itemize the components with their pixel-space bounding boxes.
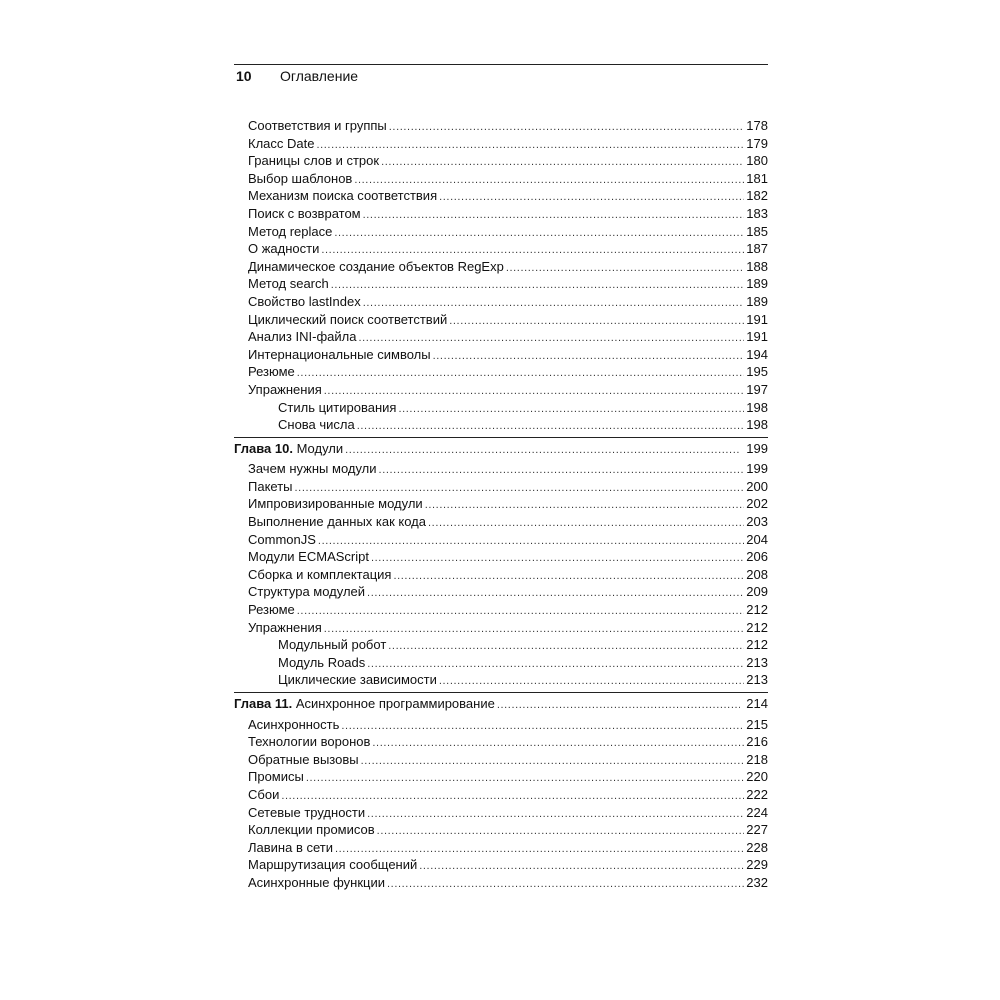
toc-entry-row bbox=[234, 460, 768, 478]
toc-entry-row bbox=[234, 636, 768, 654]
dot-leader bbox=[324, 621, 745, 639]
toc-entry-label: Циклические зависимости bbox=[278, 672, 437, 688]
toc-entry-row bbox=[234, 531, 768, 549]
toc-entry-label: Динамическое создание объектов RegExp bbox=[248, 258, 504, 274]
toc-entry-label: О жадности bbox=[248, 241, 320, 257]
toc-entry-row bbox=[234, 513, 768, 531]
page-reference: 191 bbox=[746, 329, 768, 345]
page-reference: 214 bbox=[746, 696, 768, 711]
toc-entry-row bbox=[234, 839, 768, 857]
toc-entry-row bbox=[234, 258, 768, 276]
toc-entry-label: Пакеты bbox=[248, 478, 293, 494]
page-reference: 229 bbox=[746, 857, 768, 873]
toc-entry-label: Сборка и комплектация bbox=[248, 566, 392, 582]
toc-entry-row bbox=[234, 768, 768, 786]
toc-entry-label: Метод search bbox=[248, 276, 329, 292]
page-reference: 195 bbox=[746, 364, 768, 380]
toc-entry-row bbox=[234, 293, 768, 311]
chapter-heading bbox=[234, 438, 343, 461]
dot-leader bbox=[433, 348, 745, 366]
toc-entry-row bbox=[234, 170, 768, 188]
page-reference: 232 bbox=[746, 874, 768, 890]
dot-leader bbox=[367, 585, 744, 603]
toc-entry-row bbox=[234, 205, 768, 223]
page-reference: 206 bbox=[746, 549, 768, 565]
toc-entry-label: Маршрутизация сообщений bbox=[248, 857, 418, 873]
toc-entry-row bbox=[234, 716, 768, 734]
toc-entry-row bbox=[234, 240, 768, 258]
toc-entry-row bbox=[234, 495, 768, 513]
toc-entry-row bbox=[234, 821, 768, 839]
dot-leader bbox=[388, 638, 744, 656]
page-reference: 181 bbox=[746, 170, 768, 186]
toc-entry-row bbox=[234, 548, 768, 566]
dot-leader bbox=[297, 365, 745, 383]
page-reference: 180 bbox=[746, 153, 768, 169]
toc-entry-label: Асинхронность bbox=[248, 716, 340, 732]
dot-leader bbox=[377, 823, 745, 841]
toc-entry-row bbox=[234, 654, 768, 672]
page-reference: 218 bbox=[746, 751, 768, 767]
toc-entry-row bbox=[234, 671, 768, 689]
dot-leader bbox=[367, 806, 744, 824]
chapter-number: Глава 10. bbox=[234, 440, 293, 456]
dot-leader bbox=[389, 119, 745, 137]
dot-leader bbox=[381, 154, 744, 172]
page-reference: 189 bbox=[746, 293, 768, 309]
page-reference: 228 bbox=[746, 839, 768, 855]
page-reference: 213 bbox=[746, 654, 768, 670]
dot-leader bbox=[331, 277, 745, 295]
dot-leader bbox=[393, 568, 744, 586]
table-of-contents bbox=[234, 117, 768, 892]
toc-entry-label: Сетевые трудности bbox=[248, 804, 366, 820]
toc-entry-row bbox=[234, 381, 768, 399]
toc-entry-label: Выбор шаблонов bbox=[248, 170, 353, 186]
page-reference: 216 bbox=[746, 734, 768, 750]
toc-entry-label: Анализ INI-файла bbox=[248, 329, 357, 345]
toc-entry-row bbox=[234, 478, 768, 496]
page-reference: 191 bbox=[746, 311, 768, 327]
dot-leader bbox=[363, 207, 745, 225]
toc-entry-label: Интернациональные символы bbox=[248, 346, 431, 362]
dot-leader bbox=[334, 225, 744, 243]
toc-entry-label: Модуль Roads bbox=[278, 654, 366, 670]
toc-entry-label: Сбои bbox=[248, 786, 280, 802]
toc-entry-label: Обратные вызовы bbox=[248, 751, 359, 767]
toc-entry-label: Резюме bbox=[248, 364, 295, 380]
toc-entry-label: Циклический поиск соответствий bbox=[248, 311, 448, 327]
toc-entry-row bbox=[234, 311, 768, 329]
toc-entry-row bbox=[234, 399, 768, 417]
page-reference: 203 bbox=[746, 514, 768, 530]
page-reference: 215 bbox=[746, 716, 768, 732]
page-reference: 182 bbox=[746, 188, 768, 204]
toc-entry-label: Коллекции промисов bbox=[248, 822, 375, 838]
dot-leader bbox=[506, 260, 744, 278]
dot-leader bbox=[379, 462, 745, 480]
chapter-number: Глава 11. bbox=[234, 696, 293, 711]
toc-chapter-row bbox=[234, 692, 768, 716]
dot-leader bbox=[318, 533, 744, 551]
dot-leader bbox=[371, 550, 744, 568]
page-reference: 178 bbox=[746, 118, 768, 133]
toc-entry-label: Структура модулей bbox=[248, 584, 366, 600]
page-reference: 204 bbox=[746, 531, 768, 547]
page-reference: 183 bbox=[746, 205, 768, 221]
toc-entry-row bbox=[234, 804, 768, 822]
toc-entry-label: Метод replace bbox=[248, 223, 333, 239]
toc-entry-label: CommonJS bbox=[248, 531, 316, 547]
toc-entry-label: Свойство lastIndex bbox=[248, 293, 361, 309]
toc-entry-label: Упражнения bbox=[248, 619, 322, 635]
toc-entry-row bbox=[234, 601, 768, 619]
dot-leader bbox=[439, 189, 744, 207]
toc-entry-label: Упражнения bbox=[248, 381, 322, 397]
page-reference: 198 bbox=[746, 399, 768, 415]
page-reference: 202 bbox=[746, 496, 768, 512]
page-reference: 212 bbox=[746, 637, 768, 653]
toc-entry-row bbox=[234, 328, 768, 346]
toc-chapter-row bbox=[234, 437, 768, 461]
toc-entry-label: Стиль цитирования bbox=[278, 399, 397, 415]
toc-entry-label: Соответствия и группы bbox=[248, 118, 387, 133]
toc-entry-label: Класс Date bbox=[248, 135, 315, 151]
page-reference: 194 bbox=[746, 346, 768, 362]
dot-leader bbox=[316, 137, 744, 155]
page-reference: 212 bbox=[746, 619, 768, 635]
dot-leader bbox=[449, 313, 744, 331]
toc-entry-row bbox=[234, 346, 768, 364]
page-reference: 212 bbox=[746, 602, 768, 618]
page-reference: 179 bbox=[746, 135, 768, 151]
page-header bbox=[234, 64, 768, 89]
toc-entry-label: Зачем нужны модули bbox=[248, 461, 377, 477]
page-reference: 187 bbox=[746, 241, 768, 257]
page-title: Оглавление bbox=[280, 68, 359, 84]
toc-entry-label: Модульный робот bbox=[278, 637, 387, 653]
toc-entry-row bbox=[234, 117, 768, 135]
toc-entry-label: Выполнение данных как кода bbox=[248, 514, 427, 530]
toc-entry-label: Поиск с возвратом bbox=[248, 205, 361, 221]
dot-leader bbox=[361, 753, 745, 771]
page-reference: 200 bbox=[746, 478, 768, 494]
page-reference: 189 bbox=[746, 276, 768, 292]
page-reference: 222 bbox=[746, 786, 768, 802]
dot-leader bbox=[341, 718, 744, 736]
page-reference: 199 bbox=[746, 440, 768, 456]
dot-leader bbox=[372, 735, 744, 753]
toc-entry-row bbox=[234, 786, 768, 804]
toc-entry-row bbox=[234, 275, 768, 293]
toc-entry-row bbox=[234, 363, 768, 381]
toc-entry-label: Импровизированные модули bbox=[248, 496, 423, 512]
page-reference: 185 bbox=[746, 223, 768, 239]
toc-entry-row bbox=[234, 751, 768, 769]
dot-leader bbox=[297, 603, 745, 621]
dot-leader bbox=[439, 673, 744, 691]
dot-leader bbox=[306, 770, 744, 788]
page-number: 10 bbox=[236, 68, 252, 84]
dot-leader bbox=[425, 497, 745, 515]
toc-entry-row bbox=[234, 135, 768, 153]
page-reference: 220 bbox=[746, 769, 768, 785]
page-reference: 227 bbox=[746, 822, 768, 838]
dot-leader bbox=[497, 694, 740, 717]
chapter-heading bbox=[234, 693, 495, 716]
chapter-title: Асинхронное программирование bbox=[295, 696, 495, 711]
toc-entry-row bbox=[234, 187, 768, 205]
toc-entry-row bbox=[234, 874, 768, 892]
toc-entry-row bbox=[234, 416, 768, 434]
toc-entry-label: Модули ECMAScript bbox=[248, 549, 369, 565]
page-reference: 199 bbox=[746, 461, 768, 477]
toc-entry-row bbox=[234, 733, 768, 751]
toc-entry-label: Лавина в сети bbox=[248, 839, 333, 855]
page-reference: 198 bbox=[746, 417, 768, 433]
toc-entry-label: Промисы bbox=[248, 769, 304, 785]
dot-leader bbox=[428, 515, 744, 533]
toc-entry-label: Снова числа bbox=[278, 417, 355, 433]
toc-entry-row bbox=[234, 223, 768, 241]
toc-entry-row bbox=[234, 856, 768, 874]
page-reference: 188 bbox=[746, 258, 768, 274]
dot-leader bbox=[419, 858, 744, 876]
dot-leader bbox=[387, 876, 744, 894]
dot-leader bbox=[398, 401, 744, 419]
toc-entry-label: Резюме bbox=[248, 602, 295, 618]
toc-entry-row bbox=[234, 583, 768, 601]
dot-leader bbox=[345, 439, 740, 462]
page-reference: 209 bbox=[746, 584, 768, 600]
toc-entry-label: Асинхронные функции bbox=[248, 874, 386, 890]
page-reference: 197 bbox=[746, 381, 768, 397]
toc-entry-row bbox=[234, 566, 768, 584]
toc-entry-row bbox=[234, 152, 768, 170]
toc-entry-label: Технологии воронов bbox=[248, 734, 371, 750]
toc-entry-row bbox=[234, 619, 768, 637]
chapter-title: Модули bbox=[296, 440, 344, 456]
dot-leader bbox=[357, 418, 745, 436]
toc-entry-label: Границы слов и строк bbox=[248, 153, 380, 169]
toc-entry-label: Механизм поиска соответствия bbox=[248, 188, 438, 204]
page-reference: 208 bbox=[746, 566, 768, 582]
page-reference: 213 bbox=[746, 672, 768, 688]
page-reference: 224 bbox=[746, 804, 768, 820]
